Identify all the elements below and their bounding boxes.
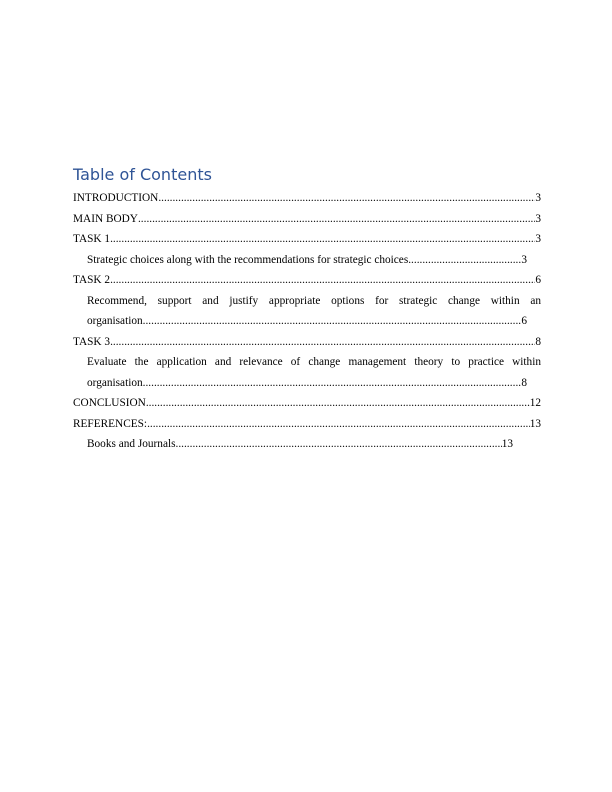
toc-entry-evaluate-application[interactable] [73,352,541,393]
toc-page-number: 13 [529,417,541,430]
toc-entry-recommend-support[interactable] [73,291,541,332]
dot-leader [143,373,522,394]
toc-page-number: 8 [521,376,527,389]
dot-leader [110,332,535,353]
dot-leader [110,229,535,250]
toc-entry-label: REFERENCES: [73,417,148,430]
toc-entry-books-and-journals[interactable] [73,434,541,455]
toc-entry-references[interactable] [73,414,541,435]
toc-entry-task-1[interactable] [73,229,541,250]
toc-entry-task-2[interactable] [73,270,541,291]
toc-page-number: 6 [521,315,527,327]
toc-entry-label: TASK 2 [73,274,111,286]
toc-entry-task-3[interactable] [73,332,541,353]
toc-page-number: 3 [535,233,541,245]
toc-page-number: 3 [521,253,527,266]
toc-title: Table of Contents [73,165,212,184]
toc-page-number: 3 [535,192,541,204]
toc-entry-strategic-choices[interactable] [73,250,541,271]
dot-leader [158,188,535,209]
toc-entry-label-line1: Recommend, support and justify appropriate options for strategic change within an [87,294,541,307]
toc-page-number: 6 [535,274,541,286]
toc-entry-label: TASK 3 [73,335,111,348]
toc-page-number: 12 [529,397,541,409]
table-of-contents [73,165,541,455]
dot-leader [176,434,502,455]
dot-leader [147,414,530,435]
toc-entry-label: Strategic choices along with the recommendations for strategic choices [87,253,409,266]
toc-entry-main-body[interactable] [73,209,541,230]
toc-page-number: 3 [535,212,541,225]
toc-entry-conclusion[interactable] [73,393,541,414]
toc-entry-label: organisation [87,376,143,389]
toc-page-number: 8 [535,335,541,348]
dot-leader [110,270,535,291]
toc-entry-label: CONCLUSION [73,397,146,409]
dot-leader [146,393,530,414]
toc-entry-label: organisation [87,315,143,327]
dot-leader [138,209,535,230]
toc-entry-label: MAIN BODY [73,212,138,225]
toc-entry-introduction[interactable] [73,188,541,209]
dot-leader [408,250,521,271]
toc-entry-label-line1: Evaluate the application and relevance of change management theory to practice within [87,356,541,368]
toc-page-number: 13 [501,438,513,450]
dot-leader [143,311,522,332]
toc-entry-label: INTRODUCTION [73,192,159,204]
toc-entry-label: Books and Journals [87,438,176,450]
toc-entry-label: TASK 1 [73,233,111,245]
